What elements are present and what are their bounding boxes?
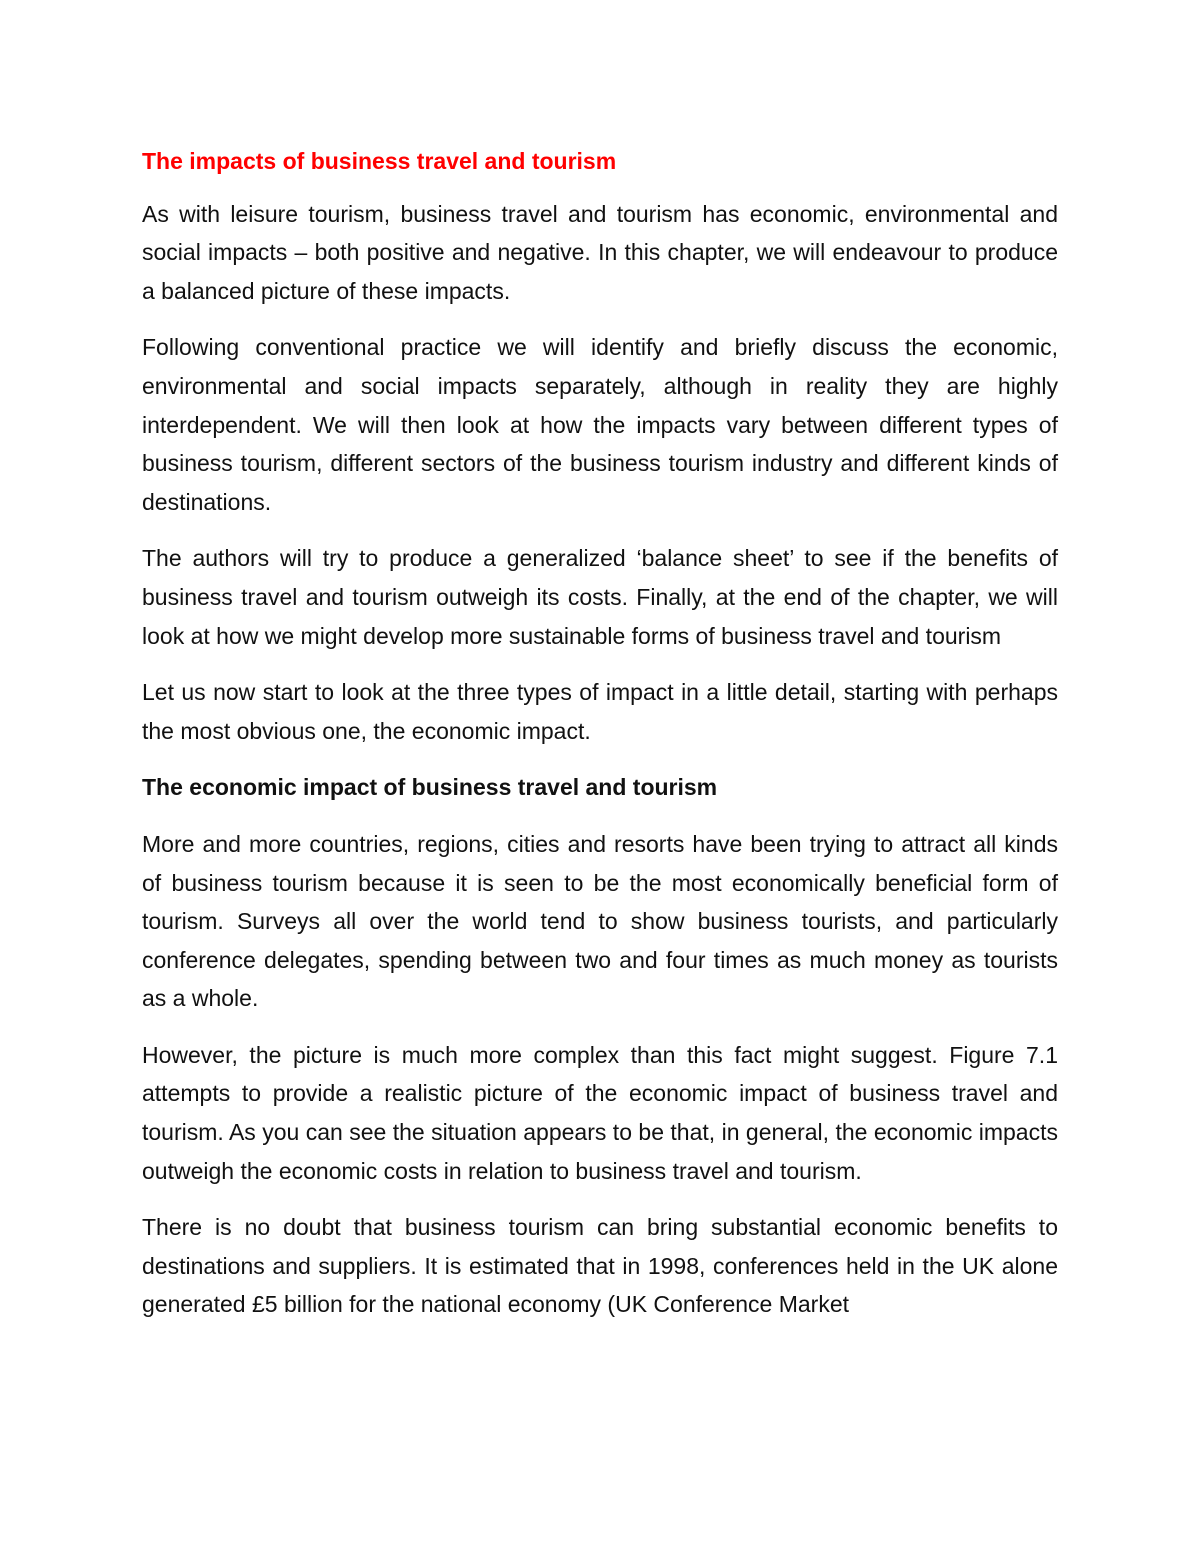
- section-heading-economic: The economic impact of business travel and tourism: [142, 774, 718, 801]
- paragraph-economic-2: However, the picture is much more complex than this fact might suggest. Figure 7.1 attempts to provide a realistic picture of the economic impact of business travel and tourism. As you can see the situation appears to be that, in general, the economic impacts outweigh the economic costs in relation to business travel and tourism.: [142, 1041, 1058, 1184]
- paragraph-intro-3: The authors will try to produce a generalized ‘balance sheet’ to see if the benefits of business travel and tourism outweigh its costs. Finally, at the end of the chapter, we will look at how we might develop more sustainable forms of business travel and tourism: [142, 545, 1058, 649]
- paragraph-intro-1: As with leisure tourism, business travel and tourism has economic, environmental and social impacts – both positive and negative. In this chapter, we will endeavour to produce a balanced picture of these impacts.: [142, 200, 1058, 304]
- paragraph-economic-1: More and more countries, regions, cities and resorts have been trying to attract all kinds of business tourism because it is seen to be the most economically beneficial form of tourism. Surveys all over the world tend to show business tourists, and particularly conference delegates, spending between two and four times as much money as tourists as a whole.: [142, 830, 1058, 1012]
- paragraph-economic-3: There is no doubt that business tourism can bring substantial economic benefits to destinations and suppliers. It is estimated that in 1998, conferences held in the UK alone generated £5 billion for the national economy (UK Conference Market: [142, 1214, 1058, 1318]
- document-title: The impacts of business travel and tourism: [142, 148, 617, 174]
- paragraph-intro-2: Following conventional practice we will identify and briefly discuss the economic, environmental and social impacts separately, although in reality they are highly interdependent. We will then look at how the impacts vary between different types of business tourism, different sectors of the business tourism industry and different kinds of destinations.: [142, 334, 1058, 515]
- document-body: [142, 142, 1058, 1342]
- paragraph-intro-4: Let us now start to look at the three types of impact in a little detail, starting with perhaps the most obvious one, the economic impact.: [142, 679, 1058, 744]
